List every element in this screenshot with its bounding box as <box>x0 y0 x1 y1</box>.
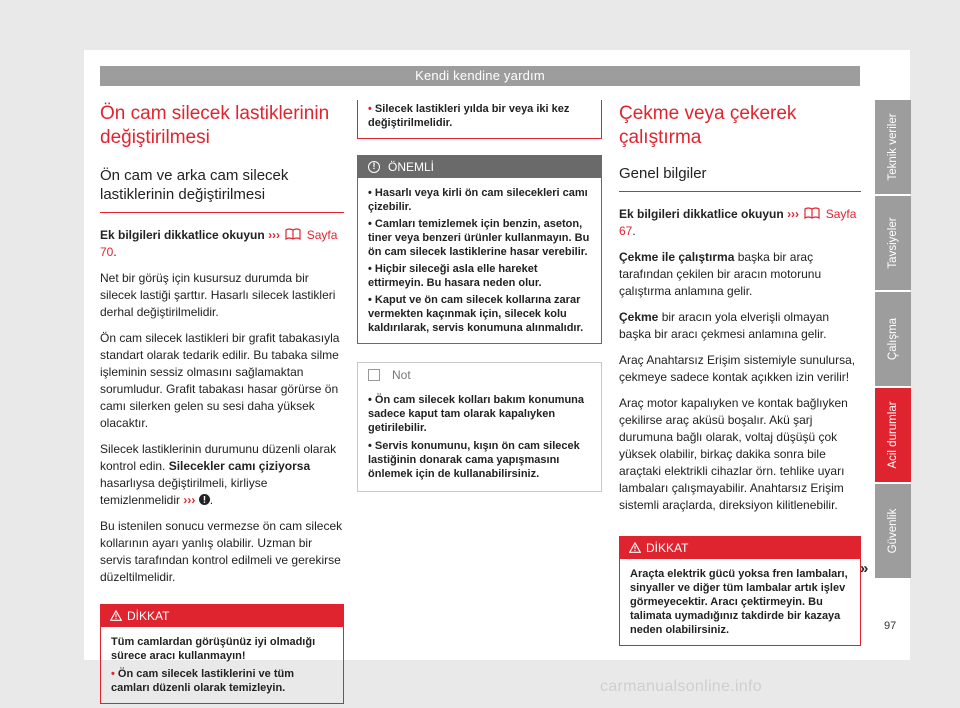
note-body <box>358 387 601 491</box>
important-header: ! ÖNEMLİ <box>358 156 601 178</box>
warning-icon <box>110 610 122 621</box>
tab-guvenlik[interactable]: Güvenlik <box>875 484 911 578</box>
tab-teknik-veriler[interactable]: Teknik veriler <box>875 100 911 194</box>
important-box <box>357 155 602 344</box>
page-number: 97 <box>884 620 897 632</box>
watermark: carmanualsonline.info <box>600 678 762 695</box>
section-header: Kendi kendine yardım <box>100 66 860 86</box>
note-header: Not <box>358 363 601 387</box>
note-box <box>357 362 602 492</box>
tab-tavsiyeler[interactable]: Tavsiyeler <box>875 196 911 290</box>
important-body <box>358 178 601 343</box>
reference-arrows: ››› <box>183 493 196 507</box>
paragraph: Çekme bir aracın yola elverişli olmayan başka bir aracı çekmesi anlamına gelir. <box>619 310 830 341</box>
column-1 <box>100 100 344 704</box>
subsection-title: Genel bilgiler <box>619 164 861 192</box>
column-2 <box>357 100 602 492</box>
paragraph: Net bir görüş için kusursuz durumda bir silecek lastiği şarttır. Hasarlı silecek lastikleri derhal değiştirilmelidir. <box>100 271 336 319</box>
warning-body: Tüm camlardan görüşünüz iyi olmadığı sürece aracı kullanmayın! • Ön cam silecek lastiklerini ve tüm camları düzenli olarak temizleyin. <box>111 636 316 694</box>
reference-paragraph: Ek bilgileri dikkatlice okuyun ››› Sayfa 67. <box>619 207 857 238</box>
warning-box <box>619 536 861 646</box>
section-title: Ön cam silecek lastiklerinin değiştirilmesi <box>100 103 330 148</box>
warning-continuation: • Silecek lastikleri yılda bir veya iki kez değiştirilmelidir. <box>368 103 570 129</box>
column-3 <box>619 100 861 646</box>
page-reference-link[interactable]: Sayfa 67 <box>619 207 857 238</box>
paragraph: Araç motor kapalıyken ve kontak bağlıyken çekilirse araç aküsü boşalır. Akü şarj durumuna bağlı olarak, voltaj düşüşü çok yüksek olabilir, birkaç dakika sonra bile araçtaki elektrikli cihazlar örn. tehlike uyarı lambaları çalışmayabilir. Anahtarsız Erişim sistemli araçlarda, direksiyon kilitlenebilir. <box>619 396 848 512</box>
info-icon <box>368 369 380 381</box>
reference-paragraph: Ek bilgileri dikkatlice okuyun ››› Sayfa 70. <box>100 228 338 259</box>
tab-calisma[interactable]: Çalışma <box>875 292 911 386</box>
page-reference-link[interactable]: Sayfa 70 <box>100 228 338 259</box>
paragraph: Araç Anahtarsız Erişim sistemiyle sunulursa, çekmeye sadece kontak açıkken izin verilir! <box>619 353 856 384</box>
warning-header: DİKKAT <box>101 605 343 627</box>
warning-icon <box>629 542 641 553</box>
paragraph: Çekme ile çalıştırma başka bir araç tarafından çekilen bir aracın motorunu çalıştırma anlamına gelir. <box>619 250 822 298</box>
tab-acil-durumlar[interactable]: Acil durumlar <box>875 388 911 482</box>
list-item: • Servis konumunu, kışın ön cam silecek lastiğinin donarak cama yapışmasını önlemek için de kullanabilirsiniz. <box>368 440 580 480</box>
paragraph: Silecek lastiklerinin durumunu düzenli olarak kontrol edin. Silecekler camı çiziyorsa hasarlıysa değiştirilmeli, kirliyse temizlenmelidir ››› . <box>100 442 337 507</box>
reference-arrows: ››› <box>787 207 800 221</box>
subsection-title: Ön cam ve arka cam silecek lastiklerinin değiştirilmesi <box>100 166 344 213</box>
list-item: • Ön cam silecek kolları bakım konumuna sadece kaput tam olarak kapalıyken getirilebilir. <box>368 394 585 434</box>
list-item: • Hiçbir sileceği asla elle hareket ettirmeyin. Bu hasara neden olur. <box>368 263 542 289</box>
list-item: • Camları temizlemek için benzin, aseton, tiner veya benzeri ürünler kullanmayın. Bu ön cam silecek lastiklerine hasar verebilir. <box>368 218 590 258</box>
paragraph: Ön cam silecek lastikleri bir grafit tabakasıyla standart olarak tedarik edilir. Bu tabaka silme işleminin sessiz olmasını sağlamaktan sorumludur. Grafit tabakası hasar görürse ön camı silerken gelen su sesi daha yüksek olacaktır. <box>100 331 340 430</box>
reference-arrows: ››› <box>268 228 281 242</box>
book-icon <box>285 228 301 240</box>
warning-box <box>100 604 344 704</box>
list-item: • Hasarlı veya kirli ön cam silecekleri camı çizebilir. <box>368 187 588 213</box>
book-icon <box>804 207 820 219</box>
chapter-tabs <box>875 100 911 580</box>
list-item: • Kaput ve ön cam silecek kollarına zarar vermekten kaçınmak için, silecek kolu kaldırılarak, servis konumuna alınmalıdır. <box>368 294 584 334</box>
section-title: Çekme veya çekerek çalıştırma <box>619 103 797 148</box>
warning-body: Araçta elektrik gücü yoksa fren lambaları, sinyaller ve diğer tüm lambalar artık işlev görmeyecektir. Aracı çektirmeyin. Bu talimata uymadığınız takdirde bir kazaya neden olabilirsiniz. <box>630 568 848 636</box>
important-icon: ! <box>368 161 380 173</box>
continue-mark: » <box>860 560 869 577</box>
paragraph: Bu istenilen sonucu vermezse ön cam silecek kollarının ayarı yanlış olabilir. Uzman bir servis tarafından kontrol edilmeli ve gerekirse düzeltilmelidir. <box>100 519 343 584</box>
warning-header: DİKKAT <box>620 537 860 559</box>
important-icon <box>199 494 210 505</box>
